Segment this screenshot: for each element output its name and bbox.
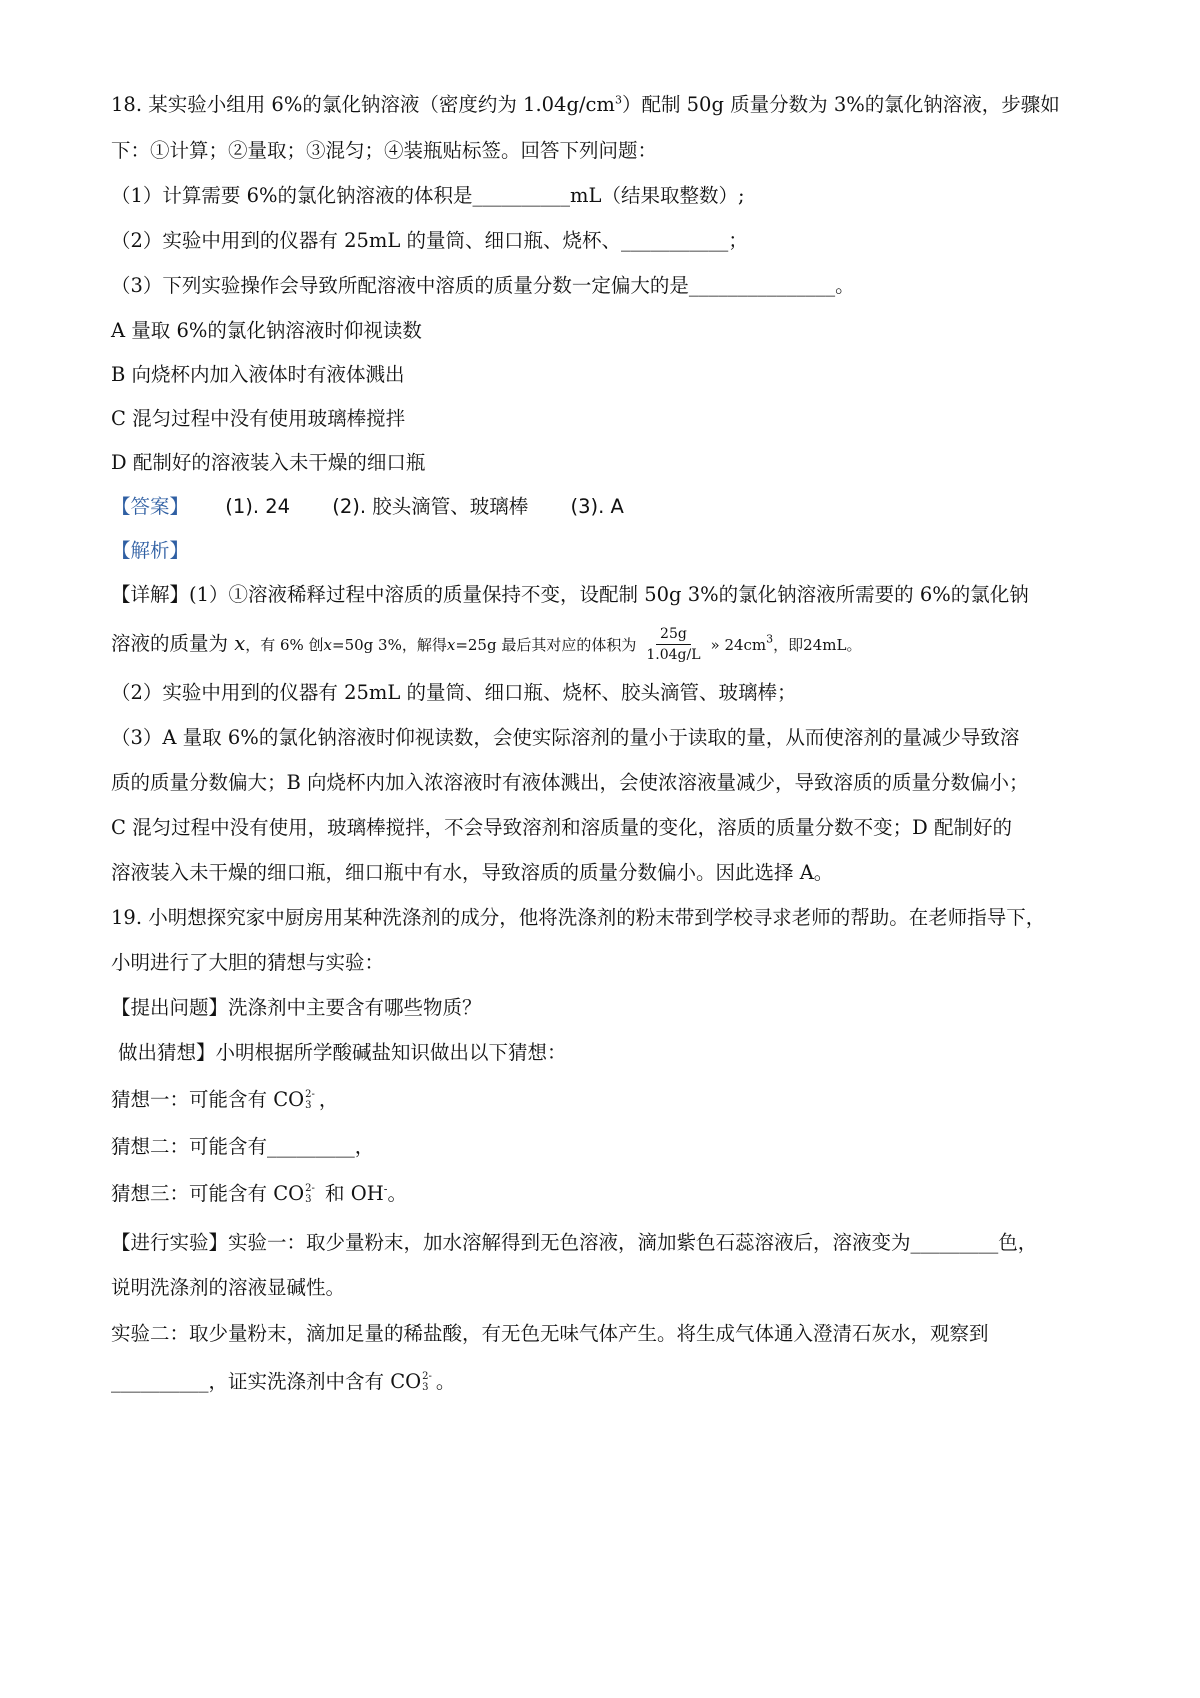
q18-stem-line1: 18. 某实验小组用 6%的氯化钠溶液（密度约为 $1.04g/cm^3$）配制 50g 质量分数为 3%的氯化钠溶液，步骤如 — [111, 93, 1060, 116]
analysis-label: 【解析】 — [111, 539, 190, 562]
q18-stem-line2: 下：①计算；②量取；③混匀；④装瓶贴标签。回答下列问题： — [111, 139, 658, 162]
q18-detail-sub3-line1: （3）A 量取 6%的氯化钠溶液时仰视读数，会使实际溶剂的量小于读取的量，从而使溶剂的量减少导致溶 — [111, 726, 1020, 749]
q18-option-d: D 配制好的溶液装入未干燥的细口瓶 — [111, 451, 426, 474]
q19-stem-line2: 小明进行了大胆的猜想与实验： — [111, 951, 385, 974]
q19-experiment1-line1: 【进行实验】实验一：取少量粉末，加水溶解得到无色溶液，滴加紫色石蕊溶液后，溶液变为_________色， — [111, 1231, 1038, 1254]
q18-option-a: A 量取 6%的氯化钠溶液时仰视读数 — [111, 319, 422, 342]
q18-detail-sub3-line2: 质的质量分数偏大；B 向烧杯内加入浓溶液时有液体溅出，会使浓溶液量减少，导致溶质的质量分数偏小； — [111, 771, 1029, 794]
carbonate-ion-charge: 2- 3 — [305, 1182, 315, 1205]
q18-answer-row — [111, 494, 624, 520]
volume-fraction: $\frac{25g}{1.04g/L}$ — [646, 626, 701, 663]
q18-sub-question-3: （3）下列实验操作会导致所配溶液中溶质的质量分数一定偏大的是_______________。 — [111, 274, 855, 297]
q19-hypothesis-intro: 做出猜想】小明根据所学酸碱盐知识做出以下猜想： — [118, 1041, 567, 1064]
q18-detail-sub3-line3: C 混匀过程中没有使用，玻璃棒搅拌，不会导致溶剂和溶质量的变化，溶质的质量分数不变；D 配制好的 — [111, 816, 1012, 839]
q19-experiment2-line1: 实验二：取少量粉末，滴加足量的稀盐酸，有无色无味气体产生。将生成气体通入澄清石灰水，观察到 — [111, 1322, 989, 1345]
q19-guess-3: 猜想三：可能含有 CO 2- 3 和 OH-。 — [111, 1182, 407, 1205]
carbonate-ion-charge: 2- 3 — [422, 1370, 432, 1393]
answer-2: (2). 胶头滴管、玻璃棒 — [332, 495, 529, 518]
q18-detail-sub3-line4: 溶液装入未干燥的细口瓶，细口瓶中有水，导致溶质的质量分数偏小。因此选择 A。 — [111, 861, 834, 884]
q18-detail-line1: 【详解】(1）①溶液稀释过程中溶质的质量保持不变，设配制 50g 3%的氯化钠溶液所需要的 6%的氯化钠 — [111, 583, 1029, 606]
q19-guess-1: 猜想一：可能含有 CO 2- 3 ， — [111, 1088, 339, 1111]
q18-option-b: B 向烧杯内加入液体时有液体溅出 — [111, 363, 405, 386]
q19-experiment2-line2: __________，证实洗涤剂中含有 CO 2- 3 。 — [111, 1370, 456, 1393]
q18-option-c: C 混匀过程中没有使用玻璃棒搅拌 — [111, 407, 406, 430]
q19-stem-line1: 19. 小明想探究家中厨房用某种洗涤剂的成分，他将洗涤剂的粉末带到学校寻求老师的帮助。在老师指导下， — [111, 906, 1046, 929]
carbonate-ion-charge: 2- 3 — [305, 1088, 315, 1111]
q18-detail-line2: 溶液的质量为 x，有 6% 创x=50g 3%，解得x=25g 最后其对应的体积为 $\frac{25g}{1.04g/L}$ » $24cm^3$，即24mL。 — [111, 626, 862, 663]
q18-detail-sub2: （2）实验中用到的仪器有 25mL 的量筒、细口瓶、烧杯、胶头滴管、玻璃棒； — [111, 681, 797, 704]
q18-sub-question-1: （1）计算需要 6%的氯化钠溶液的体积是__________mL（结果取整数）; — [111, 184, 745, 207]
answer-label: 【答案】 — [111, 495, 190, 518]
answer-1: (1). 24 — [225, 495, 291, 518]
q19-experiment1-line2: 说明洗涤剂的溶液显碱性。 — [111, 1276, 346, 1299]
q19-problem: 【提出问题】洗涤剂中主要含有哪些物质？ — [111, 996, 482, 1019]
answer-3: (3). A — [570, 495, 624, 518]
q19-guess-2: 猜想二：可能含有_________， — [111, 1135, 375, 1158]
q18-sub-question-2: （2）实验中用到的仪器有 25mL 的量筒、细口瓶、烧杯、___________； — [111, 229, 748, 252]
